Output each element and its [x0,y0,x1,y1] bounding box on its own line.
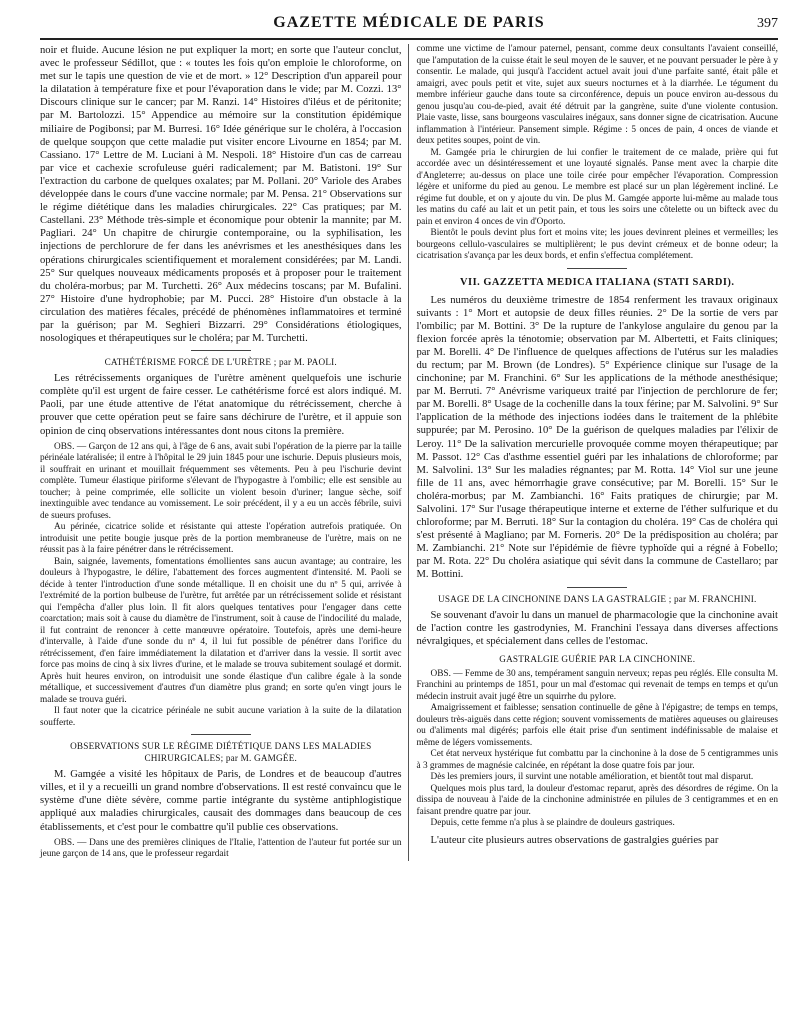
observation-paragraph: Cet état nerveux hystérique fut combattu par la cinchonine à la dose de 5 centigrammes unis à 3 grammes de magnésie calcinée, en répétant la dose quatre fois par jour. [416,749,778,771]
divider [567,587,627,588]
divider [191,734,251,735]
section-heading: CATHÉTÉRISME FORCÉ DE L'URÈTRE ; par M. PAOLI. [104,357,337,368]
observation-paragraph: Dès les premiers jours, il survint une notable amélioration, et bientôt tout mal disparut. [430,772,754,783]
section-heading: VII. GAZZETTA MEDICA ITALIANA (STATI SARDI). [460,276,735,288]
section-heading: OBSERVATIONS SUR LE RÉGIME DIÉTÉTIQUE DANS LES MALADIES CHIRURGICALES; par M. GAMGÉE. [70,741,372,764]
paragraph: Les rétrécissements organiques de l'urètre amènent quelquefois une ischurie complète qu'il est urgent de faire cesser. Le cathétérisme forcé est alors indiqué. M. Paoli, par une étude attentive de l'état anatomique du rétrécissement, cherche à prouver que cette opération peut se faire sans déchirure de l'urètre, et il appuie son opinion de cinq observations intéressantes dont nous citons la première. [40,373,402,437]
journal-title: GAZETTE MÉDICALE DE PARIS [273,14,545,31]
observation-paragraph: OBS. — Dans une des premières cliniques de l'Italie, l'attention de l'auteur fut portée sur un jeune garçon de 14 ans, que le professeur regardait [40,837,402,860]
observation-paragraph: M. Gamgée pria le chirurgien de lui confier le traitement de ce malade, prière qui fut accordée avec un désintéressement et une loyauté signalés. Panse ment avec la charpie dite d'Angleterre; au-dessus on place une toile cirée pour empêcher l'évaporation. Compression légère et uniforme du pied au genou. Le membre est placé sur un plan légèrement incliné. Le régime fut double, et on y ajoute du vin. De plus M. Gamgée apporte lui-même au malade tous les matins du café au lait et un petit pain, et tous les soirs une côtelette ou un bifteck avec du pain et environ 4 onces de vin d'Oporto. [416,147,778,227]
observation-paragraph: OBS. — Femme de 30 ans, tempérament sanguin nerveux; repas peu réglés. Elle consulta M. Franchini au printemps de 1851, pour un mal d'estomac qui revenait de temps en temps et qu'un médecin instruit avait jugé être un squirrhe du pylore. [416,668,778,702]
right-column [417,44,779,861]
left-column [40,44,409,861]
paragraph: Se souvenant d'avoir lu dans un manuel de pharmacologie que la cinchonine avait de l'action contre les gastrodynies, M. Franchini l'essaya dans diverses affections névralgiques, et spécialement dans celles de l'estomac. [416,609,778,647]
section-heading: USAGE DE LA CINCHONINE DANS LA GASTRALGIE ; par M. FRANCHINI. [438,593,757,604]
observation-paragraph: Bain, saignée, lavements, fomentations émollientes sans aucun avantage; au contraire, les douleurs à l'hypogastre, le délire, l'abattement des forces augmentent d'intensité. M. Paoli se décide à tenter l'introduction d'une sonde métallique. Il en choisit une du nº 5 qui, arrivée à l'extrémité de la portion bulbeuse de l'urètre, fut arrêtée par un rétrécissement solide et résistant qui l'empêcha d'aller plus loin. Il fit alors quelques tentatives pour l'engager dans cette coarctation; mais soit à cause du diamètre de l'instrument, soit à cause de l'indocilité du malade, il fut contraint de renoncer à cette manœuvre opératoire. Toutefois, après une demi-heure d'intervalle, à l'aide d'une sonde du nº 4, il lui fut possible de pénétrer dans l'orifice du rétrécissement, d'en faire immédiatement la dilatation et d'arriver dans la vessie. Il sortit avec force pas moins de cinq à six livres d'urine, et le malade se trouva subitement soulagé et dormit. Après huit heures environ, on introduisit une sonde élastique d'un calibre égale à la sonde métallique, et successivement d'autres d'un diamètre plus grand; en sorte qu'en vingt jours le malade se trouva guéri. [40,556,402,705]
divider [191,350,251,351]
observation-paragraph: Depuis, cette femme n'a plus à se plaindre de douleurs gastriques. [430,818,675,829]
observation-paragraph: comme une victime de l'amour paternel, pensant, comme deux consultants l'avaient conseillé, que l'amputation de la cuisse était le seul moyen de le sauver, et ne pouvant persuader le père à y consentir. Le malade, qui jusqu'à l'accident actuel avait joui d'une parfaite santé, était pâle et amaigri, avec pouls petit et vite, sujet aux sueurs nocturnes et à la diarrhée. Le tégument du membre inférieur gauche dans toute sa circonférence, depuis un pouce environ au-dessous du genou jusqu'au cou-de-pied, avait été détruit par la gangrène, suite d'une violente contusion. Plaie vaste, lisse, sans bourgeons vasculaires inégaux, sans donner signe de cicatrisation. Aucune inflammation à l'intérieur. Pansement simple. Régime : 5 onces de pain, 4 onces de viande et deux petites soupes, point de vin. [416,44,778,146]
divider [567,268,627,269]
subsection-heading: GASTRALGIE GUÉRIE PAR LA CINCHONINE. [499,653,696,664]
observation-paragraph: Il faut noter que la cicatrice périnéale ne subit aucune variation à la suite de la dilatation soufferte. [40,706,402,728]
paragraph: noir et fluide. Aucune lésion ne put expliquer la mort; en sorte que l'auteur conclut, avec le professeur Sédillot, que : « toutes les fois qu'on emploie le chloroforme, on met sur le tapis une question de vie et de mort. » 12° Description d'un appareil pour la dilatation à température fixe et pour l'évaporation dans le vide; par M. Cozzi. 13° Discours clinique sur le cancer; par M. Ranzi. 14° Histoires d'iléus et de péritonite; par M. Bartolozzi. 15° Appendice au mémoire sur la constitution épidémique miliaire de Pogibonsi; par M. Burresi. 16° Idée générique sur le choléra, à l'occasion de quelque soupçon que cette maladie put visiter encore Livourne en 1854; par M. Cassiano. 17° Lettre de M. Luciani à M. Nespoli. 18° Histoire d'un cas de carreau par vice et cachexie scrofuleuse guéri radicalement; par M. Batistoni. 19° Sur l'extraction du carbone de quelques oxalates; par M. Pollani. 20° Variole des Arabes développée dans le cours d'une vaccine normale; par M. Pensa. 21° Observations sur le régime diététique dans les maladies chirurgicales. 22° Cas pratiques; par M. Castellani. 23° Méthode très-simple et économique pour obtenir la mannite; par M. Pagliari. 24° Un chapitre de chirurgie contemporaine, ou la syphilisation, les injections de perchlorure de fer dans les anévrismes et les anesthésiques dans les opérations chirurgicales scientifiquement et moralement considérées; par M. Landi. 25° Sur quelques nouveaux médicaments proposés et à proposer pour le traitement du choléra-morbus; par M. Turchetti. 26° Aux médecins toscans; par M. Bufalini. 27° Histoire d'une hydrophobie; par M. Pucci. 28° Histoire d'un obstacle à la circulation des matières fécales, précédé de phénomènes inflammatoires et terminé par la guérison; par M. Seghieri Bizzarri. 29° Considérations étiologiques, nosologiques et thérapeutiques sur le choléra; par M. Turchetti. [40,45,402,345]
page-header [40,14,778,40]
observation-paragraph: Quelques mois plus tard, la douleur d'estomac reparut, après des désordres de régime. On la dissipa de nouveau à l'aide de la cinchonine administrée en pilules de 3 centigrammes et en en faisant prendre quatre par jour. [416,783,778,817]
observation-paragraph: Au périnée, cicatrice solide et résistante qui atteste l'opération autrefois pratiquée. On introduisit une petite bougie jusque près de la portion membraneuse de l'urètre, mais on ne réussit pas à la faire pénétrer dans le rétrécissement. [40,522,402,556]
columns [40,44,778,861]
paragraph: L'auteur cite plusieurs autres observations de gastralgies guéries par [430,834,719,846]
paragraph: M. Gamgée a visité les hôpitaux de Paris, de Londres et de beaucoup d'autres villes, et il y a recueilli un grand nombre d'observations. Il est resté convaincu que le système d'une diète sévère, comme partie intégrante du système antiphlogistique appliqué aux maladies chirurgicales, causait des dommages dans beaucoup de ces établissements, et c'est pour le combattre qu'il publie ces observations. [40,769,402,833]
page-number: 397 [757,16,778,31]
observation-paragraph: Bientôt le pouls devint plus fort et moins vite; les joues devinrent pleines et vermeilles; les bourgeons cellulo-vasculaires se multiplièrent; le pus devint crémeux et de bonne odeur; la cicatrisation s'avança par les deux bords, et enfin s'effectua complétement. [416,228,778,261]
observation-paragraph: Amaigrissement et faiblesse; sensation continuelle de gêne à l'épigastre; de temps en temps, douleurs très-aiguës dans cette région; souvent vomissements de matières aqueuses ou glaireuses ou d'aliments mal digérés; parfois elle était prise d'un sentiment indéfinissable de malaise et même de légers vomissements. [416,703,778,748]
paragraph: Les numéros du deuxième trimestre de 1854 renferment les travaux originaux suivants : 1° Mort et autopsie de deux filles réunies. 2° De la sortie de vers par l'ombilic; par M. Bottini. 3° De la rupture de l'ankylose angulaire du genou par la flexion forcée après la ténotomie; observation par M. Albertetti, et Faits cliniques; par M. Borelli. 4° De l'influence de quelques affections de l'utérus sur les maladies du rectum; par M. Brown (de Londres). 5° Expérience clinique sur l'usage de la cinchonine; par M. Franchini. 6° Sur les applications de la méthode anesthésique; par M. Berruti. 7° Anévrisme variqueux traité par l'injection de perchlorure de fer; par M. Borelli. 8° Usage de la cochenille dans la toux férine; par M. Salvolini. 9° Sur l'application de la méthode des injections iodées dans le traitement de la phlébite suppurée; par M. Perosino. 10° De la guérison de quelques maladies par l'élixir de Leroy. 11° De la salivation mercurielle provoquée comme moyen thérapeutique; par M. Passot. 12° Cas d'asthme essentiel guéri par les inhalations de chloroforme; par M. Salvolini. 13° Sur les maladies régnantes; par M. Rotta. 14° Viol sur une jeune fille de 11 ans, avec hémorrhagie grave consécutive; par M. Borelli. 15° Sur le choléra-morbus; par M. Zambianchi. 16° Faits pratiques de chirurgie; par M. Salvolini. 17° Sur l'usage thérapeutique interne et externe de l'éther sulfurique et du chloroforme; par M. Berruti. 18° Sur la contagion du choléra. 19° Cas de choléra qui s'est présenté à Magliano; par M. Forneris. 20° De la prédisposition au choléra; par M. Zambianchi. 21° Note sur l'épidémie de fièvre typhoïde qui a régné à Fobello; par M. Rota. 22° Du choléra asiatique qui sévit dans la commune de Castellaro; par M. Bottini. [416,294,779,581]
observation-paragraph: OBS. — Garçon de 12 ans qui, à l'âge de 6 ans, avait subi l'opération de la pierre par la taille périnéale latéralisée; il entre à l'hôpital le 29 juin 1845 pour une ischurie. Depuis plusieurs mois, il souffrait en urinant et mouillait fréquemment ses vêtements. Peu à peu l'ischurie devint complète. Tumeur élastique piriforme s'élevant de l'hypogastre à l'ombilic; elle est sensible au toucher; à peine comprimée, elle sollicite un violent besoin d'uriner; langue sèche, soif inextinguible avec tendance au vomissement. Le soir précédent, il y a eu un accès fébrile, suivi de sueurs profuses. [40,441,402,521]
